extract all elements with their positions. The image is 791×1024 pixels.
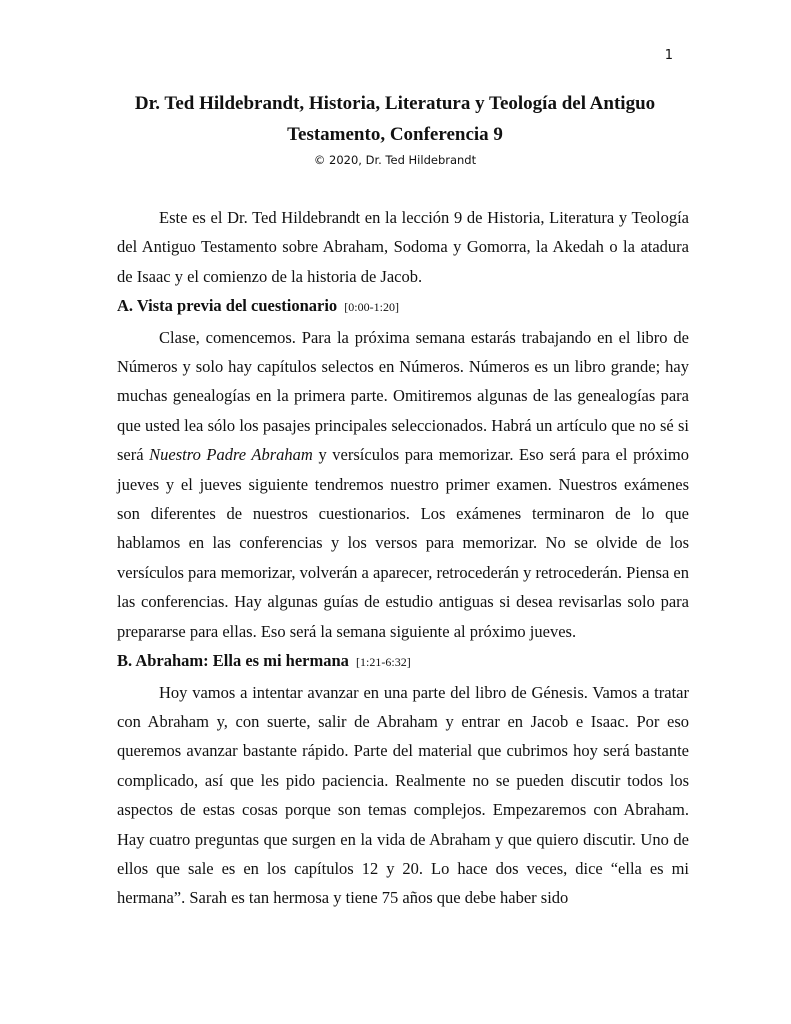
section-b-paragraph: Hoy vamos a intentar avanzar en una parte del libro de Génesis. Vamos a tratar con Abraham y, con suerte, salir de Abraham y entrar en Jacob e Isaac. Por eso queremos avanzar bastante rápido. Parte del material que cubrimos hoy será bastante complicado, así que les pido paciencia. Realmente no se pueden discutir todos los aspectos de estas cosas porque son temas complejos. Empezaremos con Abraham. Hay cuatro preguntas que surgen en la vida de Abraham y que quiero discutir. Uno de ellos que sale es en los capítulos 12 y 20. Lo hace dos veces, dice “ella es mi hermana”. Sarah es tan hermosa y tiene 75 años que debe haber sido — [117, 682, 689, 908]
section-a-text-end: y versículos para memorizar. Eso será para el próximo jueves y el jueves siguiente tendremos nuestro primer examen. Nuestros exámenes son diferentes de nuestros cuestionarios. Los exámenes terminaron de lo que hablamos en las conferencias y los versos para memorizar. No se olvide de los versículos para memorizar, volverán a aparecer, retrocederán y retrocederán. Piensa en las conferencias. Hay algunas guías de estudio antiguas si desea revisarlas solo para prepararse para ellas. Eso será la semana siguiente al próximo jueves. — [117, 445, 689, 641]
book-title-italic: Nuestro Padre Abraham — [149, 445, 313, 465]
intro-paragraph: Este es el Dr. Ted Hildebrandt en la lección 9 de Historia, Literatura y Teología del Antiguo Testamento sobre Abraham, Sodoma y Gomorra, la Akedah o la atadura de Isaac y el comienzo de la historia de Jacob. — [117, 208, 689, 286]
section-a-paragraph — [117, 323, 689, 646]
section-a-heading — [117, 291, 689, 322]
section-b-heading-text: B. Abraham: Ella es mi hermana — [117, 651, 349, 671]
section-a-heading-text: A. Vista previa del cuestionario — [117, 296, 338, 316]
section-b-heading — [117, 646, 689, 677]
document-title: Dr. Ted Hildebrandt, Historia, Literatura y Teología del Antiguo Testamento, Conferencia 9 — [134, 93, 656, 145]
copyright-line: © 2020, Dr. Ted Hildebrandt — [313, 153, 477, 167]
document-body — [117, 203, 689, 913]
section-b-timestamp: [1:21-6:32] — [356, 655, 411, 670]
section-a-timestamp: [0:00-1:20] — [344, 300, 399, 315]
page-number: 1 — [664, 48, 673, 63]
section-a-text-start: Clase, comencemos. Para la próxima semana estarás trabajando en el libro de Números y solo hay capítulos selectos en Números. Números es un libro grande; hay muchas genealogías en la primera parte. Omitiremos algunas de las genealogías para que usted lea sólo los pasajes principales seleccionados. Habrá un artículo que no sé si será — [117, 327, 689, 465]
